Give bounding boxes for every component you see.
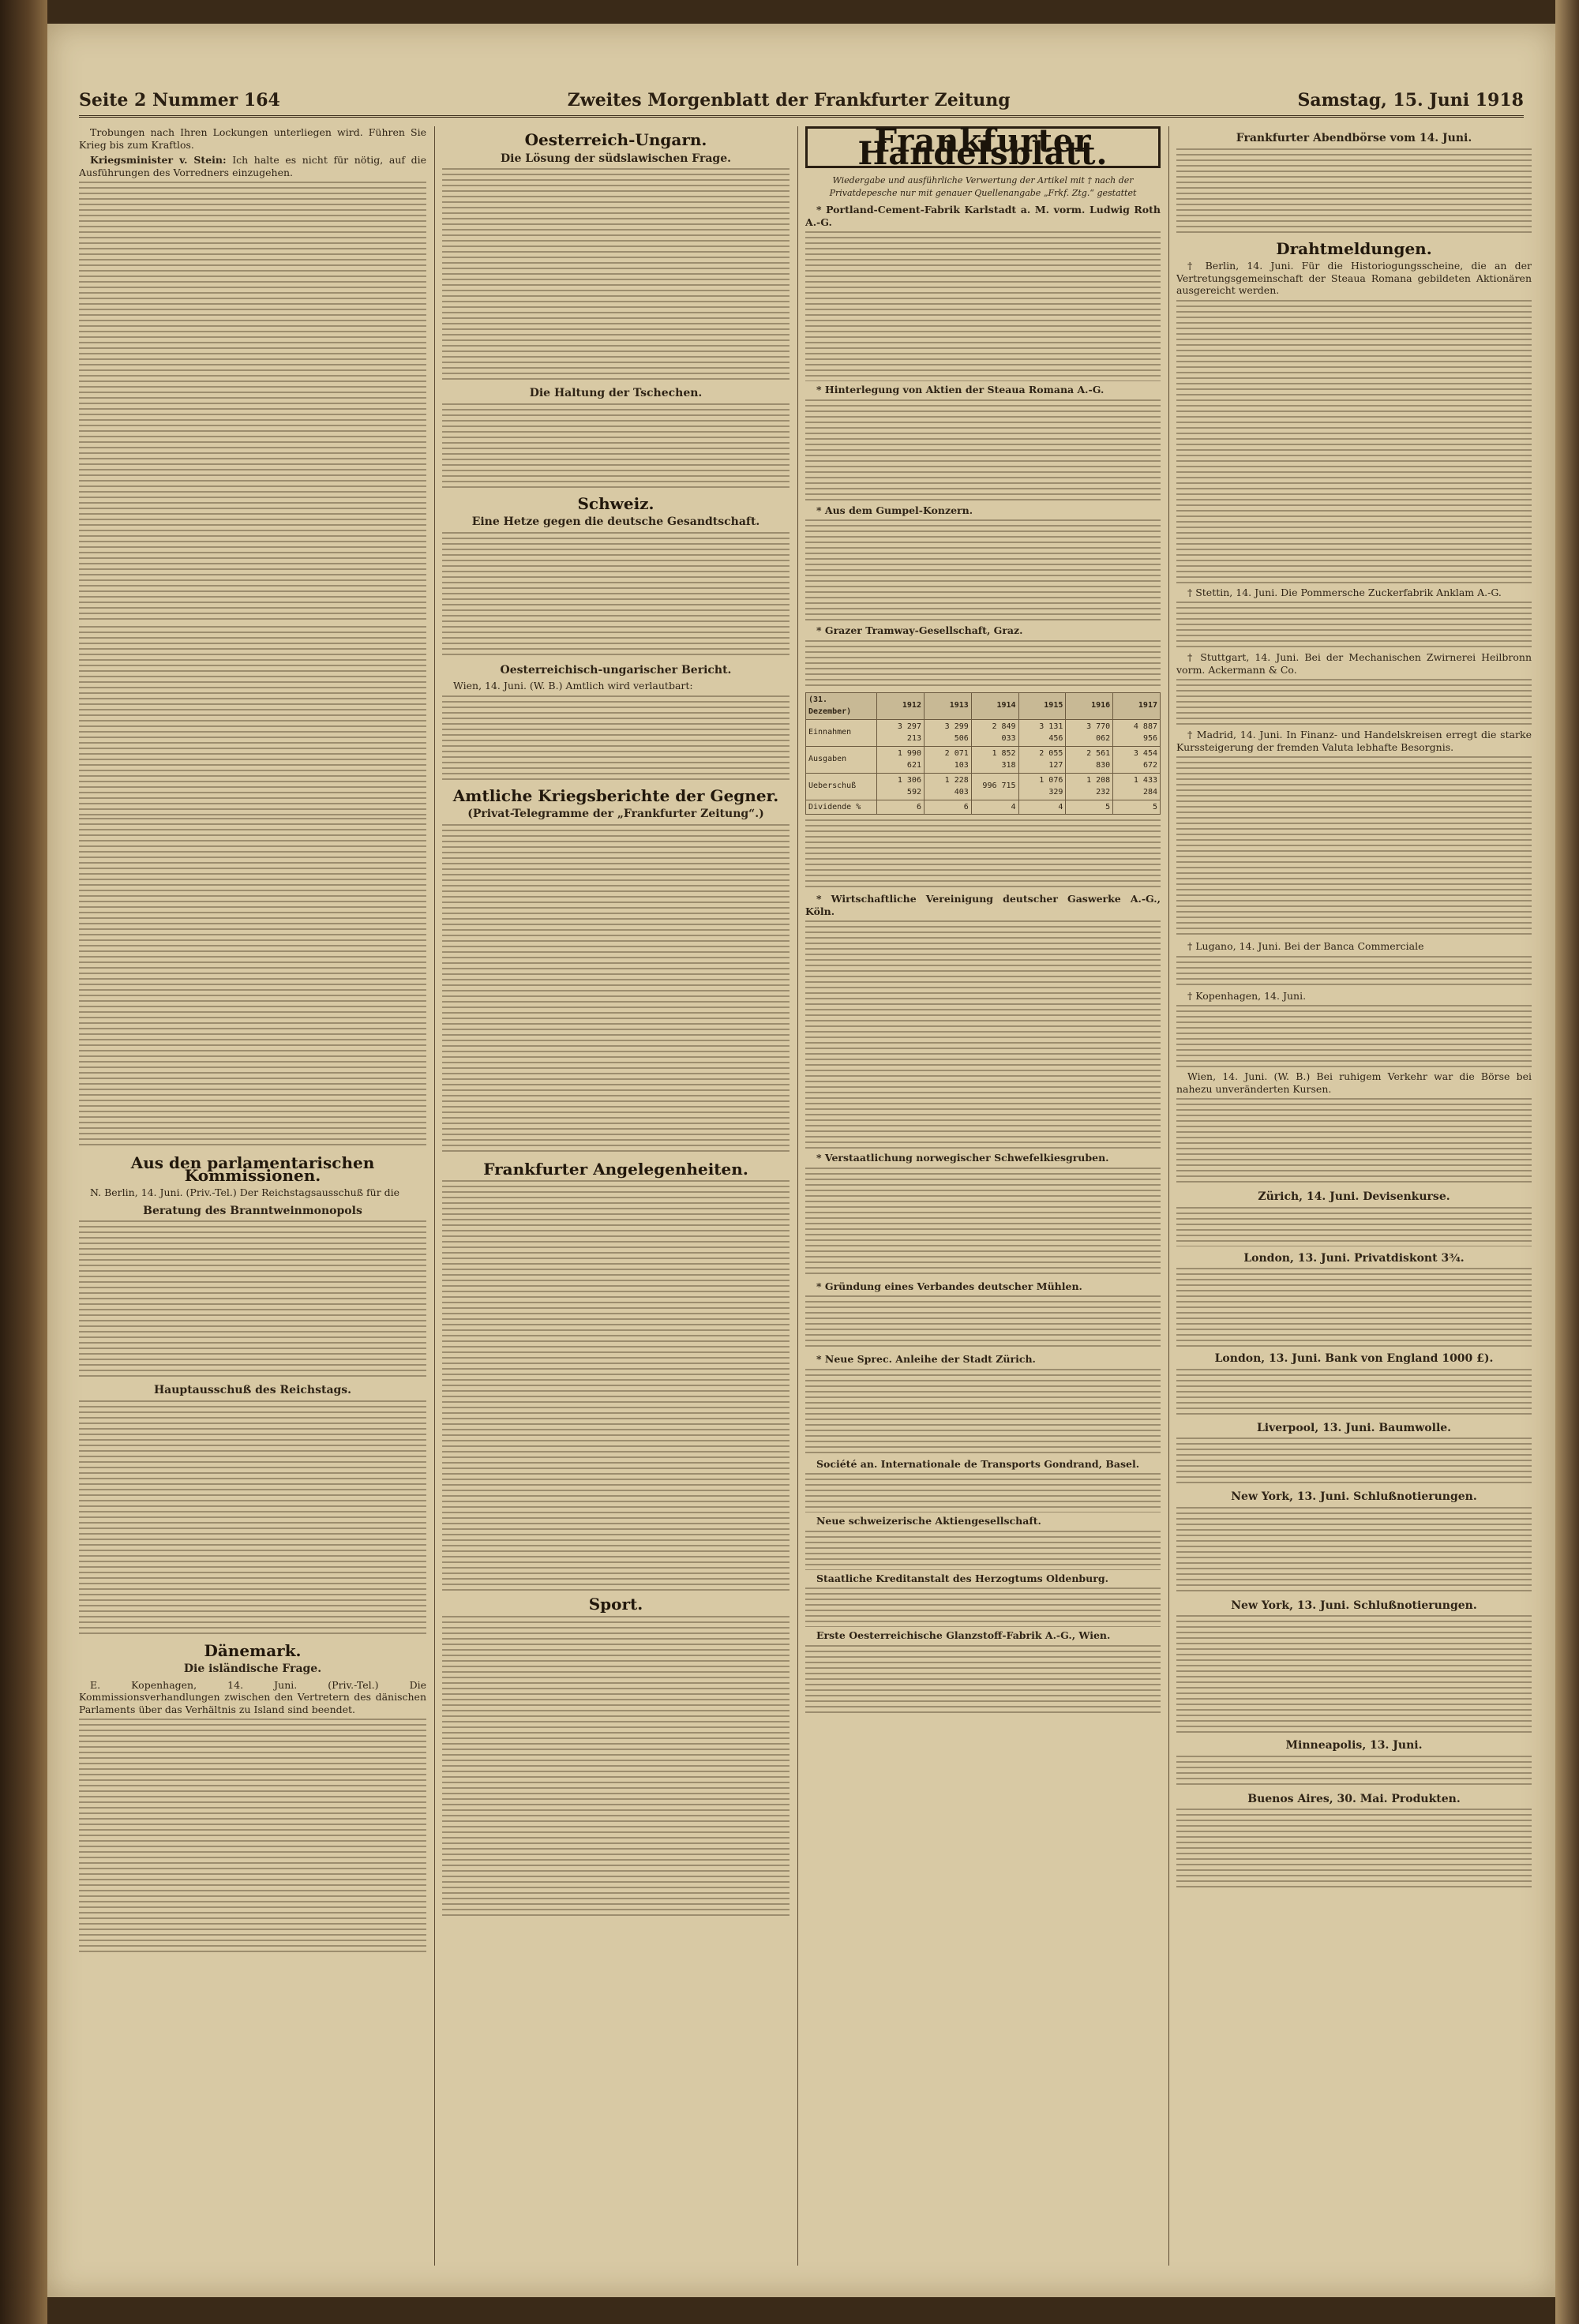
section-heading: Schweiz. [577,493,654,513]
table-cell: 1 228 403 [924,773,971,800]
text-block [805,1369,1161,1456]
text-block [79,818,426,1149]
sub-heading: Die Lösung der südslawischen Frage. [500,152,732,165]
text-block [805,399,1161,502]
page-edge [1555,0,1579,2324]
text-block [79,1400,426,1637]
table-cell: 3 297 213 [877,719,925,746]
text-block [1176,1369,1532,1416]
text-block [442,824,790,1156]
text-block [1176,602,1532,649]
table-header: 1912 [877,692,925,719]
table-header: 1916 [1066,692,1113,719]
text-block [442,532,790,658]
table-row [806,746,1161,773]
sub-heading: New York, 13. Juni. Schlußnotierungen. [1231,1599,1477,1612]
article-text: † Stuttgart, 14. Juni. Bei der Mechanischen Zwirnerei Heilbronn vorm. Ackermann & Co. [1176,651,1532,676]
item-heading: * Wirtschaftliche Vereinigung deutscher Gaswerke A.-G., Köln. [805,893,1161,917]
sub-heading: New York, 13. Juni. Schlußnotierungen. [1231,1490,1477,1503]
text-block [442,168,790,381]
sub-heading: Hauptausschuß des Reichstags. [153,1384,352,1396]
text-block [1176,1615,1532,1734]
table-header: 1915 [1018,692,1066,719]
book-binding [0,0,47,2324]
table-cell: 1 076 329 [1018,773,1066,800]
table-cell: 2 055 127 [1018,746,1066,773]
text-block [805,1531,1161,1570]
column-4 [1176,126,1532,2266]
text-block [805,519,1161,622]
sub-heading: Zürich, 14. Juni. Devisenkurse. [1258,1190,1450,1203]
table-cell: 4 [1018,800,1066,815]
column-3 [805,126,1161,2266]
table-cell: Ausgaben [806,746,877,773]
item-heading: * Aus dem Gumpel-Konzern. [816,504,973,516]
column-2 [442,126,790,2266]
table-cell: Einnahmen [806,719,877,746]
column-rule [434,126,435,2266]
sub-heading: Beratung des Branntweinmonopols [143,1204,362,1217]
item-heading: * Portland-Cement-Fabrik Karlstadt a. M. vorm. Ludwig Roth A.-G. [805,204,1161,228]
reprint-notice: Wiedergabe und ausführliche Verwertung der Artikel mit † nach der Privatdepesche nur mit genauer Quellenangabe „Frkf. Ztg.“ gestattet [829,175,1137,198]
section-heading: Dänemark. [204,1640,302,1660]
item-heading: * Neue Sprec. Anleihe der Stadt Zürich. [816,1353,1036,1365]
text-block [1176,679,1532,726]
item-heading: Erste Oesterreichische Glanzstoff-Fabrik A.-G., Wien. [816,1629,1111,1641]
article-text: † Madrid, 14. Juni. In Finanz- und Handelskreisen erregt die starke Kurssteigerung der fremden Valuta lebhafte Besorgnis. [1176,729,1532,753]
sub-heading: Frankfurter Abendbörse vom 14. Juni. [1236,132,1472,144]
text-block [1176,1268,1532,1347]
sub-heading: Buenos Aires, 30. Mai. Produkten. [1247,1792,1461,1805]
table-header: 1917 [1113,692,1161,719]
text-block [805,231,1161,381]
table-cell: 5 [1066,800,1113,815]
speaker-heading: Kriegsminister v. Stein: [90,154,227,166]
table-cell: 2 849 033 [971,719,1018,746]
table-cell: 1 433 284 [1113,773,1161,800]
sub-heading: Eine Hetze gegen die deutsche Gesandtschaft. [471,515,760,528]
article-text: † Berlin, 14. Juni. Für die Historiogungsscheine, die an der Vertretungsgemeinschaft der Steaua Romana gebildeten Aktionären ausgereicht werden. [1176,260,1532,296]
masthead: Zweites Morgenblatt der Frankfurter Zeitung [567,90,1011,111]
table-cell: 4 887 956 [1113,719,1161,746]
column-rule [797,126,798,2266]
sub-heading: London, 13. Juni. Privatdiskont 3¾. [1243,1251,1465,1265]
table-cell: 1 990 621 [877,746,925,773]
table-row [806,773,1161,800]
table-row [806,800,1161,815]
table-cell: 996 715 [971,773,1018,800]
table-cell: 2 561 830 [1066,746,1113,773]
text-block [1176,1207,1532,1246]
text-block [1176,1438,1532,1485]
text-block [805,1295,1161,1351]
article-text: † Stettin, 14. Juni. Die Pommersche Zuckerfabrik Anklam A.-G. [1187,586,1502,598]
column-rule [1168,126,1169,2266]
article-text: Trobungen nach Ihren Lockungen unterliegen wird. Führen Sie Krieg bis zum Kraftlos. [79,126,426,151]
table-cell: 1 852 318 [971,746,1018,773]
text-block [805,1168,1161,1278]
item-heading: * Gründung eines Verbandes deutscher Mühlen. [816,1280,1082,1292]
sub-heading: London, 13. Juni. Bank von England 1000 £). [1214,1352,1494,1365]
text-block [805,640,1161,688]
table-cell: Ueberschuß [806,773,877,800]
article-text: † Kopenhagen, 14. Juni. [1187,989,1307,1002]
item-heading: Neue schweizerische Aktiengesellschaft. [816,1515,1041,1527]
page-header [79,71,1524,118]
sub-heading: Minneapolis, 13. Juni. [1285,1739,1423,1752]
text-block [79,182,426,624]
text-block [79,1719,426,1955]
table-cell: 3 770 062 [1066,719,1113,746]
table-cell: 4 [971,800,1018,815]
section-heading: Sport. [588,1595,643,1614]
text-block [1176,148,1532,235]
text-block [805,819,1161,890]
column-1 [79,126,426,2266]
sub-heading: Liverpool, 13. Juni. Baumwolle. [1256,1421,1452,1434]
table-cell: 3 454 672 [1113,746,1161,773]
text-block [442,1180,790,1591]
article-text: Wien, 14. Juni. (W. B.) Amtlich wird verlautbart: [453,680,693,692]
text-block [805,920,1161,1149]
section-heading: Drahtmeldungen. [1276,238,1432,258]
article-text: † Lugano, 14. Juni. Bei der Banca Commerciale [1187,940,1424,952]
text-block [1176,1507,1532,1594]
text-block [79,1220,426,1378]
financial-table [805,692,1161,815]
table-row [806,719,1161,746]
table-cell: 1 306 592 [877,773,925,800]
table-header: (31. Dezember) [806,692,877,719]
text-block [805,1473,1161,1512]
item-heading: Staatliche Kreditanstalt des Herzogtums Oldenburg. [816,1572,1108,1584]
sub-heading: Oesterreichisch-ungarischer Bericht. [500,663,732,677]
text-block [1176,1005,1532,1068]
text-block [442,1616,790,1916]
article-text: N. Berlin, 14. Juni. (Priv.-Tel.) Der Reichstagsausschuß für die [90,1186,400,1198]
table-cell: 1 208 232 [1066,773,1113,800]
text-block [442,695,790,782]
table-cell: 6 [877,800,925,815]
item-heading: * Hinterlegung von Aktien der Steaua Romana A.-G. [816,384,1105,395]
table-cell: 6 [924,800,971,815]
text-block [1176,1756,1532,1787]
table-cell: 5 [1113,800,1161,815]
sub-heading: Die Haltung der Tschechen. [529,387,703,399]
text-block [1176,1098,1532,1185]
section-heading: Aus den parlamentarischen Kommissionen. [130,1153,375,1185]
section-heading: Amtliche Kriegsberichte der Gegner. [452,785,779,805]
sub-heading: (Privat-Telegramme der „Frankfurter Zeitung“.) [467,808,764,820]
article-text: Ich halte es nicht für nötig, auf die Ausführungen des Vorredners einzugehen. [79,154,426,178]
text-block [1176,756,1532,938]
text-block [1176,1809,1532,1887]
text-block [442,403,790,490]
section-heading: Frankfurter Angelegenheiten. [483,1159,748,1179]
text-block [805,1587,1161,1627]
item-heading: * Verstaatlichung norwegischer Schwefelkiesgruben. [816,1152,1109,1164]
text-block [1176,956,1532,988]
newspaper-page [47,24,1555,2297]
page-date: Samstag, 15. Juni 1918 [1297,90,1524,111]
text-block [79,626,426,815]
page-number: Seite 2 Nummer 164 [79,90,280,111]
item-heading: Société an. Internationale de Transports Gondrand, Basel. [816,1457,1140,1470]
article-text: Wien, 14. Juni. (W. B.) Bei ruhigem Verkehr war die Börse bei nahezu unveränderten Kursen. [1176,1070,1532,1095]
article-text: E. Kopenhagen, 14. Juni. (Priv.-Tel.) Die Kommissionsverhandlungen zwischen den Vertretern des dänischen Parlaments über das Verhältnis zu Island sind beendet. [79,1678,426,1715]
sub-heading: Die isländische Frage. [183,1662,322,1675]
item-heading: * Grazer Tramway-Gesellschaft, Graz. [816,624,1023,636]
text-block [1176,300,1532,584]
table-cell: 3 131 456 [1018,719,1066,746]
table-cell: 3 299 506 [924,719,971,746]
section-masthead: Frankfurter Handelsblatt. [805,126,1161,168]
text-block [805,1645,1161,1716]
table-header: 1914 [971,692,1018,719]
table-cell: 2 071 103 [924,746,971,773]
section-heading: Oesterreich-Ungarn. [524,130,707,149]
table-header: 1913 [924,692,971,719]
table-cell: Dividende % [806,800,877,815]
